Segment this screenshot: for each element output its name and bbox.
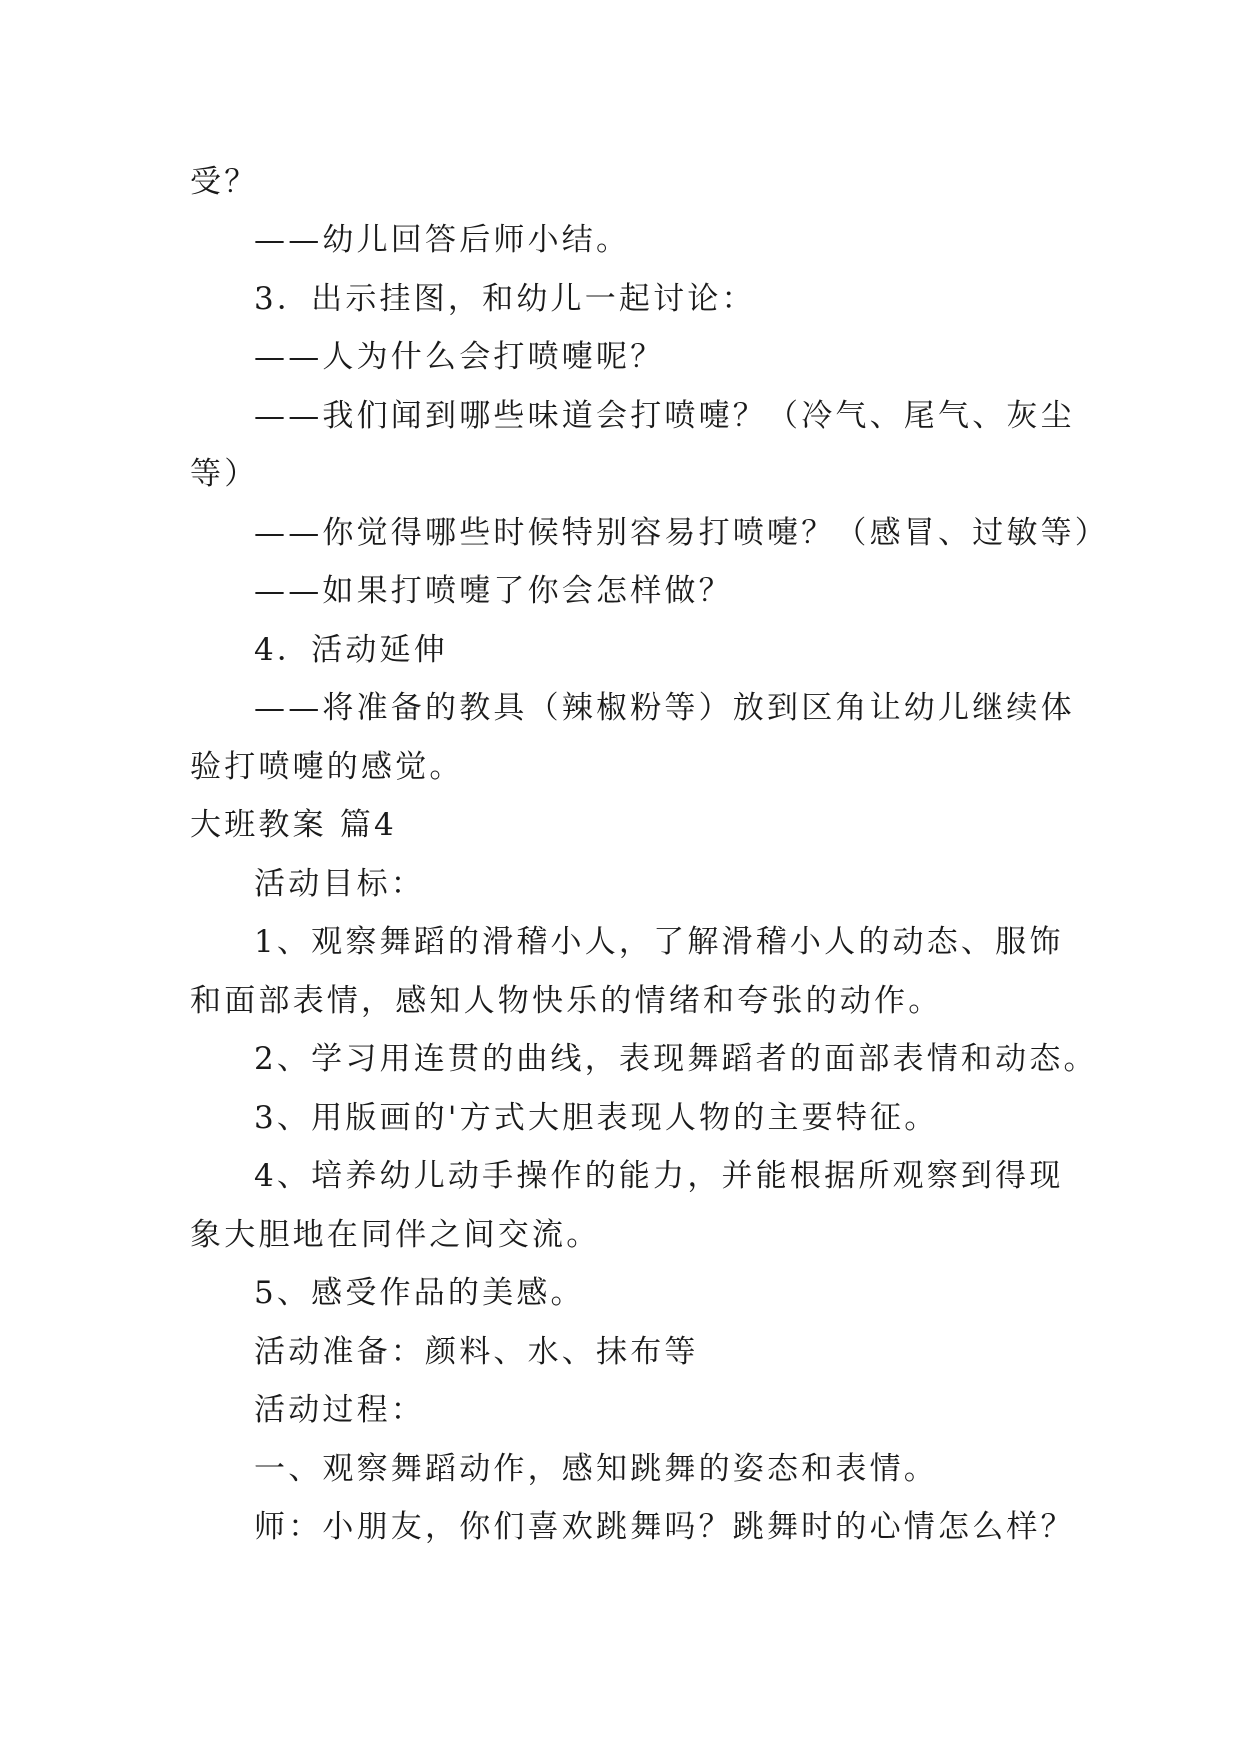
- text-line: 等）: [190, 456, 259, 492]
- text-line: 3、用版画的'方式大胆表现人物的主要特征。: [254, 1100, 939, 1136]
- text-line: 1、观察舞蹈的滑稽小人，了解滑稽小人的动态、服饰: [254, 924, 1064, 960]
- text-line: ——你觉得哪些时候特别容易打喷嚏？（感冒、过敏等）: [254, 515, 1109, 551]
- text-line: 2、学习用连贯的曲线，表现舞蹈者的面部表情和动态。: [254, 1041, 1098, 1077]
- text-line: 受？: [190, 164, 259, 200]
- text-line: 和面部表情，感知人物快乐的情绪和夸张的动作。: [190, 983, 943, 1019]
- list-item-3: 3．出示挂图，和幼儿一起讨论：: [254, 281, 756, 317]
- text-line: ——人为什么会打喷嚏呢？: [254, 339, 665, 375]
- text-line: 活动过程：: [254, 1392, 425, 1428]
- list-item-4: 4．活动延伸: [254, 632, 448, 668]
- section-heading: 大班教案 篇4: [190, 807, 397, 843]
- text-line: ——将准备的教具（辣椒粉等）放到区角让幼儿继续体: [254, 690, 1075, 726]
- text-line: 4、培养幼儿动手操作的能力，并能根据所观察到得现: [254, 1158, 1064, 1194]
- text-line: ——我们闻到哪些味道会打喷嚏？（冷气、尾气、灰尘: [254, 398, 1075, 434]
- text-line: ——幼儿回答后师小结。: [254, 222, 631, 258]
- text-line: 活动准备：颜料、水、抹布等: [254, 1334, 699, 1370]
- text-line: 5、感受作品的美感。: [254, 1275, 585, 1311]
- text-line: 活动目标：: [254, 866, 425, 902]
- text-line: ——如果打喷嚏了你会怎样做？: [254, 573, 733, 609]
- text-line: 验打喷嚏的感觉。: [190, 749, 464, 785]
- text-line: 师：小朋友，你们喜欢跳舞吗？跳舞时的心情怎么样？: [254, 1509, 1075, 1545]
- text-line: 一、观察舞蹈动作，感知跳舞的姿态和表情。: [254, 1451, 938, 1487]
- text-line: 象大胆地在同伴之间交流。: [190, 1217, 601, 1253]
